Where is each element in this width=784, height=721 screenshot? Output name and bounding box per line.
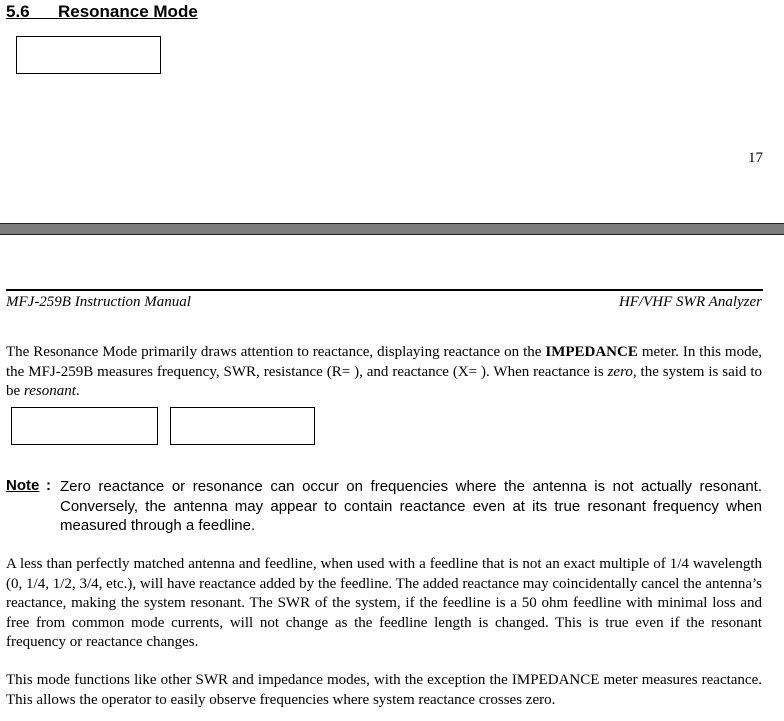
lcd-display-reading-a [11, 407, 158, 445]
page-number: 17 [748, 150, 763, 166]
intro-text-2: meter. In this mode, the MFJ-259B measures frequency, SWR, resistance (R= ), and reactance (X= ). When reactance is [6, 344, 762, 380]
note-label: Note [6, 477, 40, 494]
lcd-line-1 [174, 443, 311, 445]
lcd-display-resonance [16, 36, 161, 74]
note-text: Zero reactance or resonance can occur on frequencies where the antenna is not actually resonant. Conversely, the antenna may appear to contain reactance even at its true resonant frequency when measured through a feedline. [60, 478, 762, 534]
impedance-term: IMPEDANCE [545, 344, 638, 360]
intro-text-1: The Resonance Mode primarily draws attention to reactance, displaying reactance on the [6, 344, 546, 360]
feedline-paragraph: A less than perfectly matched antenna and feedline, when used with a feedline that is not an exact multiple of 1/4 wavelength (0, 1/4, 1/2, 3/4, etc.), will have reactance added by the feedline. The added reactance may coincidentally cancel the antenna’s reactance, making the system resonant. The SWR of the system, if the feedline is a 50 ohm feedline with minimal loss and free from common mode currents, will not change as the feedline length is changed. This is true even if the resonant frequency or reactance changes. [6, 556, 762, 651]
resonant-term: resonant [23, 383, 76, 400]
lcd-line-1 [20, 72, 157, 74]
intro-text-4: . [75, 383, 80, 400]
zero-term: zero [607, 363, 633, 380]
intro-paragraph [6, 343, 762, 402]
header-product-name: HF/VHF SWR Analyzer [618, 294, 762, 310]
section-title: 5.6 Resonance Mode [6, 2, 198, 21]
header-manual-title: MFJ-259B Instruction Manual [6, 294, 191, 310]
lcd-line-1 [15, 443, 154, 445]
note-colon: : [46, 477, 51, 494]
intro-text-3: , the system is said to be [6, 363, 762, 400]
lcd-display-reading-b [170, 407, 315, 445]
mode-paragraph: This mode functions like other SWR and impedance modes, with the exception the IMPEDANCE meter measures reactance. This allows the operator to easily observe frequencies where system reactance crosses zero. [6, 672, 762, 708]
page-divider [0, 223, 784, 235]
header-rule [6, 289, 763, 291]
